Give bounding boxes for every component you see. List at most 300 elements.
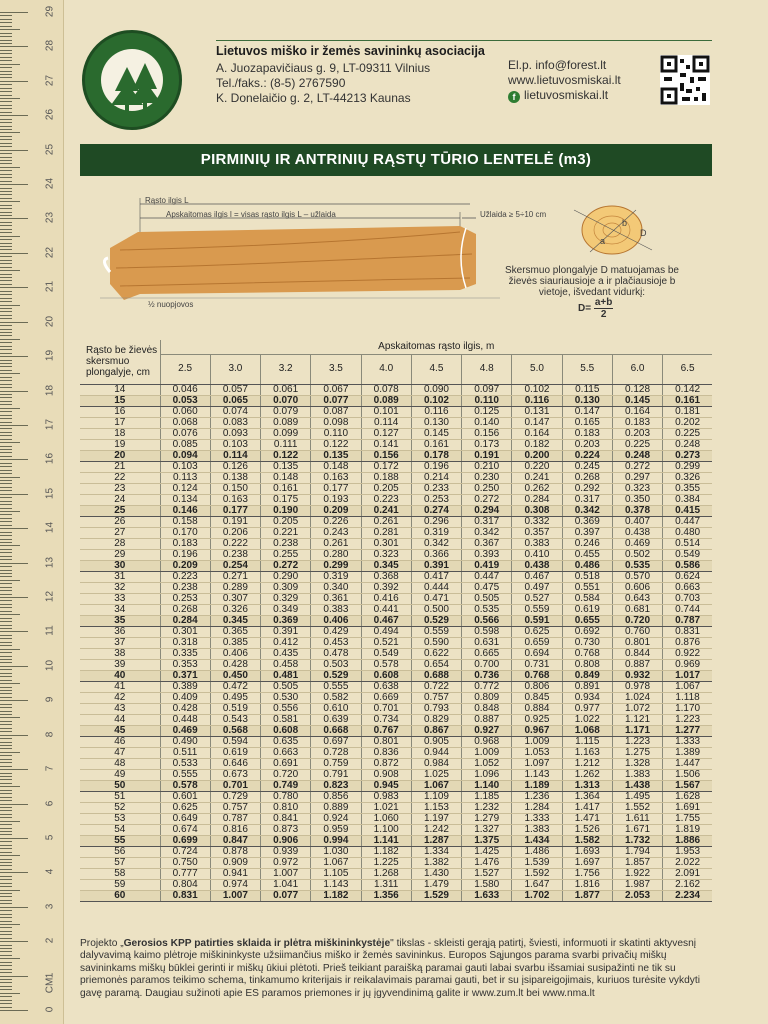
contact-facebook[interactable] bbox=[508, 88, 658, 103]
volume-cell: 0.909 bbox=[210, 857, 260, 868]
volume-cell: 0.202 bbox=[663, 417, 712, 428]
ruler-mark-label: 2 bbox=[44, 937, 56, 944]
volume-cell: 1.383 bbox=[612, 769, 662, 780]
volume-cell: 0.323 bbox=[612, 483, 662, 494]
volume-cell: 0.309 bbox=[261, 582, 311, 593]
volume-cell: 0.392 bbox=[361, 582, 411, 593]
org-address-1: A. Juozapavičiaus g. 9, LT-09311 Vilnius bbox=[216, 61, 431, 75]
volume-cell: 0.126 bbox=[210, 461, 260, 472]
volume-cell: 0.608 bbox=[261, 725, 311, 736]
volume-cell: 0.469 bbox=[160, 725, 210, 736]
diameter-cell: 57 bbox=[80, 857, 160, 868]
volume-cell: 0.335 bbox=[160, 648, 210, 659]
volume-cell: 0.555 bbox=[311, 681, 361, 692]
volume-cell: 1.383 bbox=[512, 824, 562, 835]
volume-cell: 0.342 bbox=[411, 538, 461, 549]
ruler-mark-label: 29 bbox=[44, 5, 56, 18]
volume-cell: 1.425 bbox=[462, 846, 512, 857]
volume-cell: 0.284 bbox=[512, 494, 562, 505]
volume-cell: 1.953 bbox=[663, 846, 712, 857]
volume-cell: 0.164 bbox=[612, 406, 662, 417]
volume-cell: 0.619 bbox=[562, 604, 612, 615]
volume-cell: 0.241 bbox=[361, 505, 411, 516]
volume-cell: 0.181 bbox=[663, 406, 712, 417]
association-logo bbox=[82, 30, 182, 130]
ruler-minor-tick bbox=[0, 594, 12, 595]
diameter-cell: 33 bbox=[80, 593, 160, 604]
volume-cell: 1.389 bbox=[663, 747, 712, 758]
volume-cell: 0.332 bbox=[512, 516, 562, 527]
ruler-minor-tick bbox=[0, 745, 12, 746]
volume-cell: 0.113 bbox=[160, 472, 210, 483]
ruler-minor-tick bbox=[0, 797, 12, 798]
volume-cell: 0.594 bbox=[210, 736, 260, 747]
volume-cell: 0.412 bbox=[261, 637, 311, 648]
table-row bbox=[80, 648, 712, 659]
volume-cell: 0.625 bbox=[160, 802, 210, 813]
table-row bbox=[80, 461, 712, 472]
volume-cell: 1.021 bbox=[361, 802, 411, 813]
volume-cell: 0.663 bbox=[261, 747, 311, 758]
volume-cell: 0.130 bbox=[562, 395, 612, 406]
volume-cell: 0.495 bbox=[210, 692, 260, 703]
ruler-minor-tick bbox=[0, 573, 12, 574]
volume-cell: 1.007 bbox=[210, 890, 260, 901]
volume-cell: 0.271 bbox=[210, 571, 260, 582]
volume-cell: 0.406 bbox=[210, 648, 260, 659]
ruler-mark-label: 26 bbox=[44, 109, 56, 121]
table-row bbox=[80, 538, 712, 549]
table-row bbox=[80, 615, 712, 626]
contact-web[interactable]: www.lietuvosmiskai.lt bbox=[508, 73, 621, 87]
volume-cell: 0.447 bbox=[663, 516, 712, 527]
ruler-minor-tick bbox=[0, 246, 12, 247]
ruler-minor-tick bbox=[0, 397, 12, 398]
volume-cell: 0.731 bbox=[512, 659, 562, 670]
volume-cell: 0.397 bbox=[562, 527, 612, 538]
ruler-minor-tick bbox=[0, 903, 12, 904]
ruler-minor-tick bbox=[0, 755, 12, 756]
table-row bbox=[80, 626, 712, 637]
volume-cell: 0.527 bbox=[512, 593, 562, 604]
diameter-cell: 44 bbox=[80, 714, 160, 725]
volume-cell: 0.223 bbox=[160, 571, 210, 582]
volume-cell: 1.024 bbox=[612, 692, 662, 703]
table-row bbox=[80, 857, 712, 868]
volume-cell: 0.078 bbox=[361, 384, 411, 395]
volume-cell: 0.191 bbox=[210, 516, 260, 527]
volume-cell: 0.610 bbox=[311, 703, 361, 714]
volume-cell: 1.819 bbox=[663, 824, 712, 835]
volume-cell: 0.435 bbox=[261, 648, 311, 659]
ruler-minor-tick bbox=[0, 962, 12, 963]
column-header: 4.5 bbox=[411, 354, 461, 384]
volume-cell: 0.301 bbox=[361, 538, 411, 549]
volume-cell: 0.297 bbox=[612, 472, 662, 483]
volume-cell: 0.127 bbox=[361, 428, 411, 439]
volume-cell: 0.210 bbox=[462, 461, 512, 472]
volume-cell: 0.203 bbox=[612, 428, 662, 439]
volume-cell: 0.355 bbox=[663, 483, 712, 494]
diameter-cell: 42 bbox=[80, 692, 160, 703]
volume-cell: 0.225 bbox=[612, 439, 662, 450]
volume-cell: 0.768 bbox=[562, 648, 612, 659]
ruler-minor-tick bbox=[0, 951, 12, 952]
ruler-minor-tick bbox=[0, 924, 20, 925]
ruler-minor-tick bbox=[0, 945, 12, 946]
ruler-minor-tick bbox=[0, 783, 12, 784]
ruler-mark-label: 12 bbox=[44, 590, 56, 603]
ruler-minor-tick bbox=[0, 587, 12, 588]
ruler-major-tick bbox=[0, 872, 28, 873]
volume-cell: 0.357 bbox=[512, 527, 562, 538]
ruler-major-tick bbox=[0, 769, 28, 770]
volume-cell: 0.125 bbox=[462, 406, 512, 417]
volume-cell: 0.453 bbox=[311, 637, 361, 648]
ruler-minor-tick bbox=[0, 848, 12, 849]
ruler-major-tick bbox=[0, 907, 28, 908]
volume-cell: 0.701 bbox=[210, 780, 260, 791]
volume-cell: 0.225 bbox=[663, 428, 712, 439]
volume-cell: 0.438 bbox=[512, 560, 562, 571]
diameter-cell: 55 bbox=[80, 835, 160, 846]
volume-cell: 1.030 bbox=[311, 846, 361, 857]
ruler-minor-tick bbox=[0, 721, 12, 722]
volume-cell: 0.163 bbox=[311, 472, 361, 483]
ruler-minor-tick bbox=[0, 377, 12, 378]
ruler-major-tick bbox=[0, 976, 28, 977]
ruler-mark-label: 1 bbox=[44, 972, 56, 978]
volume-cell: 1.611 bbox=[612, 813, 662, 824]
ruler-minor-tick bbox=[0, 167, 20, 168]
ruler-minor-tick bbox=[0, 707, 12, 708]
ruler-minor-tick bbox=[0, 418, 12, 419]
volume-cell: 1.567 bbox=[663, 780, 712, 791]
ruler-minor-tick bbox=[0, 132, 20, 133]
ruler-minor-tick bbox=[0, 1000, 12, 1001]
volume-cell: 0.848 bbox=[462, 703, 512, 714]
volume-cell: 0.983 bbox=[361, 791, 411, 802]
volume-cell: 0.345 bbox=[361, 560, 411, 571]
volume-cell: 0.450 bbox=[210, 670, 260, 681]
ruler-minor-tick bbox=[0, 645, 12, 646]
volume-cell: 0.165 bbox=[562, 417, 612, 428]
ruler-minor-tick bbox=[0, 566, 12, 567]
volume-cell: 1.072 bbox=[612, 703, 662, 714]
volume-cell: 0.639 bbox=[311, 714, 361, 725]
volume-cell: 0.111 bbox=[261, 439, 311, 450]
volume-cell: 1.268 bbox=[361, 868, 411, 879]
ruler-major-tick bbox=[0, 81, 28, 82]
ruler-minor-tick bbox=[0, 869, 12, 870]
ruler-minor-tick bbox=[0, 205, 12, 206]
ruler-minor-tick bbox=[0, 552, 12, 553]
volume-cell: 0.409 bbox=[160, 692, 210, 703]
volume-cell: 0.209 bbox=[160, 560, 210, 571]
volume-cell: 0.631 bbox=[462, 637, 512, 648]
ruler-minor-tick bbox=[0, 335, 12, 336]
ruler-mark-label: 16 bbox=[44, 453, 56, 465]
ruler-minor-tick bbox=[0, 501, 12, 502]
volume-cell: 0.116 bbox=[411, 406, 461, 417]
volume-cell: 1.068 bbox=[562, 725, 612, 736]
half-cut-label: ½ nuopjovos bbox=[148, 300, 194, 309]
diameter-cell: 56 bbox=[80, 846, 160, 857]
ruler-minor-tick bbox=[0, 277, 12, 278]
ruler-major-tick bbox=[0, 150, 28, 151]
volume-cell: 0.145 bbox=[411, 428, 461, 439]
volume-cell: 1.170 bbox=[663, 703, 712, 714]
ruler-minor-tick bbox=[0, 60, 12, 61]
volume-cell: 0.649 bbox=[160, 813, 210, 824]
ruler-major-tick bbox=[0, 184, 28, 185]
volume-cell: 0.438 bbox=[612, 527, 662, 538]
ruler-minor-tick bbox=[0, 790, 12, 791]
ruler-minor-tick bbox=[0, 98, 20, 99]
ruler-minor-tick bbox=[0, 415, 12, 416]
volume-cell: 0.307 bbox=[210, 593, 260, 604]
ruler-minor-tick bbox=[0, 518, 12, 519]
volume-cell: 0.367 bbox=[462, 538, 512, 549]
ruler-minor-tick bbox=[0, 659, 12, 660]
ruler-minor-tick bbox=[0, 545, 20, 546]
ruler-minor-tick bbox=[0, 821, 20, 822]
diameter-cell: 51 bbox=[80, 791, 160, 802]
volume-cell: 1.697 bbox=[562, 857, 612, 868]
volume-cell: 0.939 bbox=[261, 846, 311, 857]
diameter-cell: 37 bbox=[80, 637, 160, 648]
ruler-minor-tick bbox=[0, 366, 12, 367]
ruler-minor-tick bbox=[0, 373, 20, 374]
ruler-minor-tick bbox=[0, 174, 12, 175]
volume-cell: 1.097 bbox=[512, 758, 562, 769]
column-header: 5.5 bbox=[562, 354, 612, 384]
ruler-minor-tick bbox=[0, 466, 12, 467]
volume-cell: 0.691 bbox=[261, 758, 311, 769]
volume-cell: 1.022 bbox=[562, 714, 612, 725]
volume-cell: 1.486 bbox=[512, 846, 562, 857]
contact-email[interactable]: El.p. info@forest.lt bbox=[508, 58, 607, 72]
volume-cell: 0.744 bbox=[663, 604, 712, 615]
volume-cell: 0.114 bbox=[361, 417, 411, 428]
ruler-minor-tick bbox=[0, 525, 12, 526]
volume-cell: 0.164 bbox=[512, 428, 562, 439]
volume-cell: 0.806 bbox=[512, 681, 562, 692]
ruler-minor-tick bbox=[0, 662, 12, 663]
volume-cell: 0.147 bbox=[562, 406, 612, 417]
volume-cell: 1.232 bbox=[462, 802, 512, 813]
ruler-mark-label: 21 bbox=[44, 281, 56, 293]
volume-cell: 1.506 bbox=[663, 769, 712, 780]
ruler-minor-tick bbox=[0, 652, 12, 653]
volume-cell: 0.884 bbox=[512, 703, 562, 714]
ruler-minor-tick bbox=[0, 845, 12, 846]
volume-cell: 0.518 bbox=[562, 571, 612, 582]
ruler-major-tick bbox=[0, 459, 28, 460]
qr-code-icon bbox=[660, 55, 710, 105]
ruler-minor-tick bbox=[0, 724, 12, 725]
volume-cell: 0.856 bbox=[311, 791, 361, 802]
diameter-cell: 23 bbox=[80, 483, 160, 494]
volume-cell: 0.272 bbox=[261, 560, 311, 571]
volume-cell: 1.755 bbox=[663, 813, 712, 824]
diameter-cell: 45 bbox=[80, 725, 160, 736]
ruler-minor-tick bbox=[0, 163, 12, 164]
diameter-cell: 54 bbox=[80, 824, 160, 835]
ruler-minor-tick bbox=[0, 188, 12, 189]
volume-cell: 0.829 bbox=[411, 714, 461, 725]
volume-cell: 1.756 bbox=[562, 868, 612, 879]
volume-table bbox=[80, 340, 712, 902]
volume-cell: 1.334 bbox=[411, 846, 461, 857]
ruler-minor-tick bbox=[0, 886, 12, 887]
volume-cell: 0.549 bbox=[663, 549, 712, 560]
ruler-minor-tick bbox=[0, 387, 12, 388]
ruler-minor-tick bbox=[0, 160, 12, 161]
volume-cell: 1.702 bbox=[512, 890, 562, 901]
volume-cell: 1.495 bbox=[612, 791, 662, 802]
ruler-minor-tick bbox=[0, 143, 12, 144]
ruler-minor-tick bbox=[0, 411, 12, 412]
volume-cell: 0.777 bbox=[160, 868, 210, 879]
volume-cell: 0.098 bbox=[311, 417, 361, 428]
volume-cell: 1.163 bbox=[562, 747, 612, 758]
ruler-minor-tick bbox=[0, 680, 12, 681]
table-row bbox=[80, 450, 712, 461]
volume-cell: 0.934 bbox=[562, 692, 612, 703]
ruler-minor-tick bbox=[0, 177, 12, 178]
volume-cell: 0.163 bbox=[210, 494, 260, 505]
volume-cell: 0.290 bbox=[261, 571, 311, 582]
ruler-minor-tick bbox=[0, 883, 12, 884]
volume-cell: 0.969 bbox=[663, 659, 712, 670]
volume-cell: 0.529 bbox=[411, 615, 461, 626]
ruler-minor-tick bbox=[0, 95, 12, 96]
volume-cell: 0.994 bbox=[311, 835, 361, 846]
volume-cell: 0.635 bbox=[261, 736, 311, 747]
ruler-minor-tick bbox=[0, 157, 12, 158]
ruler-minor-tick bbox=[0, 807, 12, 808]
volume-cell: 0.238 bbox=[160, 582, 210, 593]
volume-cell: 0.568 bbox=[210, 725, 260, 736]
column-header: 3.5 bbox=[311, 354, 361, 384]
ruler-minor-tick bbox=[0, 927, 12, 928]
volume-cell: 0.289 bbox=[210, 582, 260, 593]
volume-cell: 1.275 bbox=[612, 747, 662, 758]
volume-cell: 0.849 bbox=[562, 670, 612, 681]
diameter-cell: 39 bbox=[80, 659, 160, 670]
volume-cell: 1.242 bbox=[411, 824, 461, 835]
ruler-major-tick bbox=[0, 1010, 28, 1011]
volume-cell: 0.268 bbox=[562, 472, 612, 483]
diameter-cell: 43 bbox=[80, 703, 160, 714]
volume-cell: 0.486 bbox=[562, 560, 612, 571]
volume-cell: 0.383 bbox=[512, 538, 562, 549]
ruler-minor-tick bbox=[0, 549, 12, 550]
diameter-cell: 14 bbox=[80, 384, 160, 395]
volume-cell: 0.932 bbox=[612, 670, 662, 681]
table-row bbox=[80, 428, 712, 439]
ruler-minor-tick bbox=[0, 831, 12, 832]
ruler-minor-tick bbox=[0, 198, 12, 199]
diameter-cell: 20 bbox=[80, 450, 160, 461]
ruler-minor-tick bbox=[0, 814, 12, 815]
table-row bbox=[80, 560, 712, 571]
ruler-minor-tick bbox=[0, 463, 12, 464]
ruler-minor-tick bbox=[0, 841, 12, 842]
ruler-minor-tick bbox=[0, 742, 12, 743]
volume-cell: 0.175 bbox=[261, 494, 311, 505]
formula-denominator: 2 bbox=[600, 309, 607, 320]
ruler-minor-tick bbox=[0, 752, 20, 753]
ruler-minor-tick bbox=[0, 270, 20, 271]
volume-cell: 0.230 bbox=[462, 472, 512, 483]
volume-cell: 0.570 bbox=[612, 571, 662, 582]
volume-cell: 0.369 bbox=[562, 516, 612, 527]
footer-project-name: Gerosios KPP patirties sklaida ir plėtra miškininkystėje bbox=[123, 938, 391, 949]
ruler-minor-tick bbox=[0, 232, 12, 233]
volume-cell: 2.022 bbox=[663, 857, 712, 868]
volume-cell: 0.876 bbox=[663, 637, 712, 648]
volume-cell: 0.345 bbox=[210, 615, 260, 626]
ruler-minor-tick bbox=[0, 986, 12, 987]
volume-cell: 0.148 bbox=[311, 461, 361, 472]
column-header: 6.0 bbox=[612, 354, 662, 384]
volume-cell: 0.141 bbox=[361, 439, 411, 450]
ruler-minor-tick bbox=[0, 339, 20, 340]
ruler-minor-tick bbox=[0, 910, 12, 911]
volume-cell: 0.944 bbox=[411, 747, 461, 758]
ruler-minor-tick bbox=[0, 766, 12, 767]
volume-cell: 0.867 bbox=[411, 725, 461, 736]
volume-cell: 0.099 bbox=[261, 428, 311, 439]
ruler-minor-tick bbox=[0, 298, 12, 299]
volume-cell: 0.188 bbox=[361, 472, 411, 483]
volume-cell: 0.471 bbox=[411, 593, 461, 604]
ruler-minor-tick bbox=[0, 108, 12, 109]
volume-cell: 0.317 bbox=[462, 516, 512, 527]
volume-cell: 2.053 bbox=[612, 890, 662, 901]
volume-cell: 0.138 bbox=[210, 472, 260, 483]
volume-cell: 2.091 bbox=[663, 868, 712, 879]
ruler-minor-tick bbox=[0, 363, 12, 364]
volume-cell: 0.097 bbox=[462, 384, 512, 395]
volume-cell: 0.250 bbox=[462, 483, 512, 494]
volume-cell: 0.681 bbox=[612, 604, 662, 615]
ruler-major-tick bbox=[0, 287, 28, 288]
diameter-cell: 17 bbox=[80, 417, 160, 428]
ruler-minor-tick bbox=[0, 621, 12, 622]
ruler-minor-tick bbox=[0, 649, 20, 650]
ruler-minor-tick bbox=[0, 890, 20, 891]
ruler-major-tick bbox=[0, 46, 28, 47]
ruler-minor-tick bbox=[0, 222, 12, 223]
volume-cell: 0.323 bbox=[361, 549, 411, 560]
ruler-minor-tick bbox=[0, 480, 12, 481]
volume-cell: 2.234 bbox=[663, 890, 712, 901]
ruler-minor-tick bbox=[0, 893, 12, 894]
volume-cell: 1.067 bbox=[663, 681, 712, 692]
ruler-minor-tick bbox=[0, 728, 12, 729]
diameter-cell: 29 bbox=[80, 549, 160, 560]
ruler-minor-tick bbox=[0, 921, 12, 922]
ruler-minor-tick bbox=[0, 50, 12, 51]
ruler-minor-tick bbox=[0, 497, 12, 498]
table-row bbox=[80, 868, 712, 879]
ruler-minor-tick bbox=[0, 580, 20, 581]
ruler-minor-tick bbox=[0, 53, 12, 54]
ruler-major-tick bbox=[0, 597, 28, 598]
